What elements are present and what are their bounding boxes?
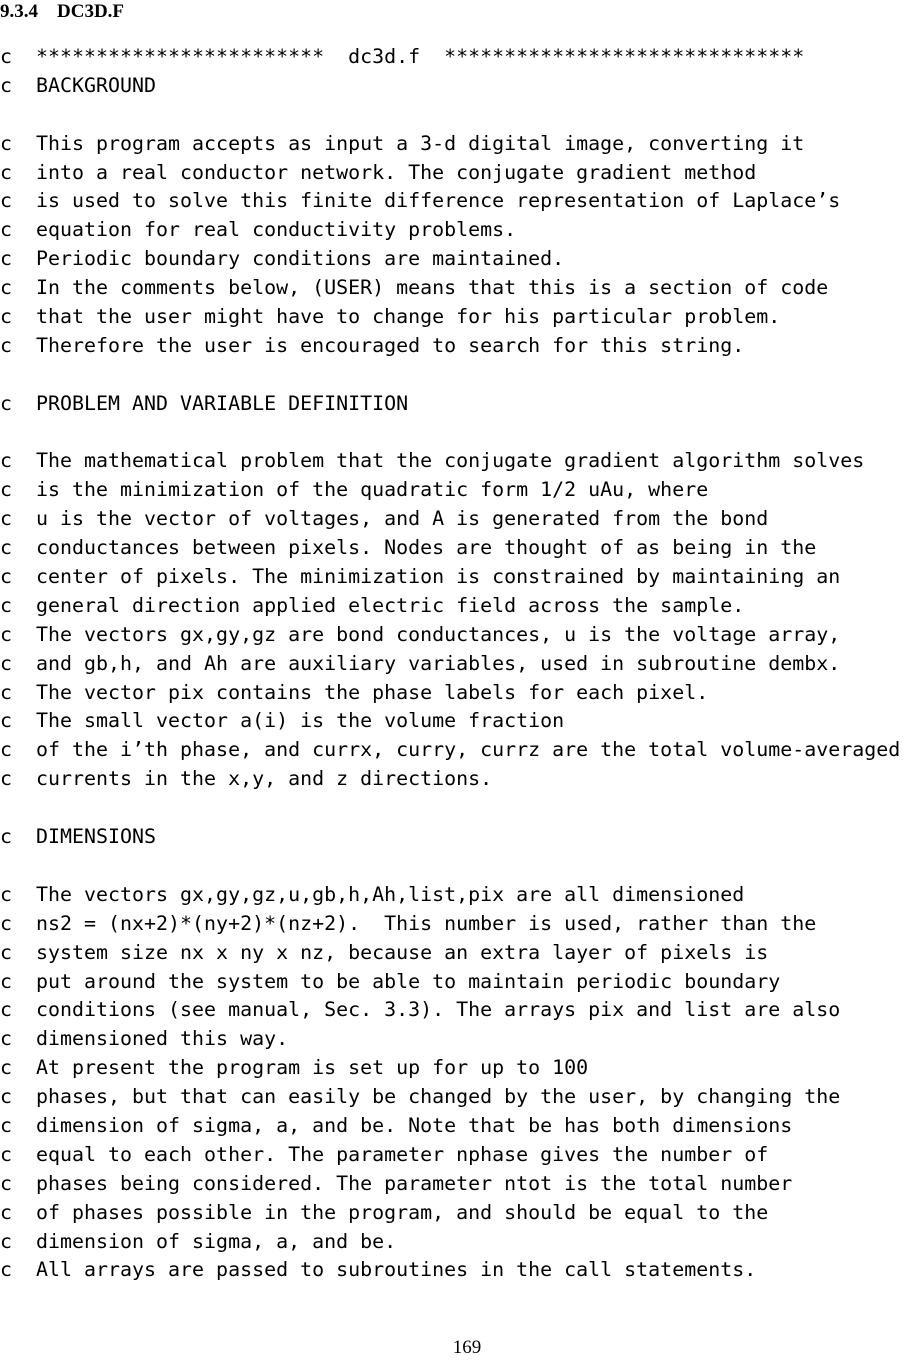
code-line: c is the minimization of the quadratic form 1/2 uAu, where — [0, 477, 709, 502]
section-heading — [0, 0, 124, 24]
code-line: c phases being considered. The parameter ntot is the total number — [0, 1170, 793, 1195]
code-line: c and gb,h, and Ah are auxiliary variables, used in subroutine dembx. — [0, 650, 841, 675]
code-line: c is used to solve this finite difference representation of Laplace’s — [0, 188, 841, 213]
code-line: c The vectors gx,gy,gz,u,gb,h,Ah,list,pix are all dimensioned — [0, 881, 745, 906]
code-line: c At present the program is set up for up to 100 — [0, 1055, 589, 1080]
blank-line — [0, 851, 920, 880]
code-line: c of phases possible in the program, and should be equal to the — [0, 1199, 769, 1224]
code-line: c system size nx x ny x nz, because an extra layer of pixels is — [0, 939, 769, 964]
blank-line — [0, 418, 920, 447]
blank-line — [0, 793, 920, 822]
code-line: c conductances between pixels. Nodes are thought of as being in the — [0, 535, 817, 560]
code-line: c general direction applied electric field across the sample. — [0, 592, 745, 617]
section-title: DC3D.F — [57, 1, 125, 22]
code-line: c phases, but that can easily be changed by the user, by changing the — [0, 1084, 841, 1109]
code-line: c u is the vector of voltages, and A is generated from the bond — [0, 506, 769, 531]
code-line: c equal to each other. The parameter nphase gives the number of — [0, 1141, 769, 1166]
code-line: c dimension of sigma, a, and be. Note that be has both dimensions — [0, 1112, 793, 1137]
code-line: c BACKGROUND — [0, 72, 157, 97]
page-number: 169 — [452, 1337, 482, 1358]
code-line: c conditions (see manual, Sec. 3.3). The arrays pix and list are also — [0, 997, 841, 1022]
code-line: c ************************ dc3d.f ****************************** — [0, 44, 805, 68]
code-listing — [0, 42, 920, 1284]
code-line: c Therefore the user is encouraged to search for this string. — [0, 332, 745, 357]
code-line: c put around the system to be able to maintain periodic boundary — [0, 968, 781, 993]
blank-line — [0, 360, 920, 389]
code-line: c equation for real conductivity problems. — [0, 217, 517, 242]
code-line: c of the i’th phase, and currx, curry, currz are the total volume-averaged — [0, 737, 901, 762]
code-line: c Periodic boundary conditions are maintained. — [0, 246, 565, 271]
code-line: c dimensioned this way. — [0, 1026, 289, 1051]
code-line: c currents in the x,y, and z directions. — [0, 766, 493, 791]
code-line: c The mathematical problem that the conjugate gradient algorithm solves — [0, 448, 865, 473]
code-line: c In the comments below, (USER) means that this is a section of code — [0, 275, 829, 300]
code-line: c DIMENSIONS — [0, 824, 157, 849]
code-line: c PROBLEM AND VARIABLE DEFINITION — [0, 390, 409, 415]
code-line: c dimension of sigma, a, and be. — [0, 1228, 397, 1253]
code-line: c The vector pix contains the phase labels for each pixel. — [0, 679, 709, 704]
blank-line — [0, 100, 920, 129]
code-line: c into a real conductor network. The conjugate gradient method — [0, 159, 757, 184]
section-number: 9.3.4 — [0, 1, 38, 22]
code-line: c that the user might have to change for his particular problem. — [0, 304, 781, 329]
code-line: c All arrays are passed to subroutines in the call statements. — [0, 1257, 757, 1282]
code-line: c The vectors gx,gy,gz are bond conductances, u is the voltage array, — [0, 621, 841, 646]
code-line: c center of pixels. The minimization is constrained by maintaining an — [0, 564, 841, 589]
code-line: c ns2 = (nx+2)*(ny+2)*(nz+2). This number is used, rather than the — [0, 910, 817, 935]
code-line: c This program accepts as input a 3-d digital image, converting it — [0, 130, 805, 155]
code-line: c The small vector a(i) is the volume fraction — [0, 708, 565, 733]
